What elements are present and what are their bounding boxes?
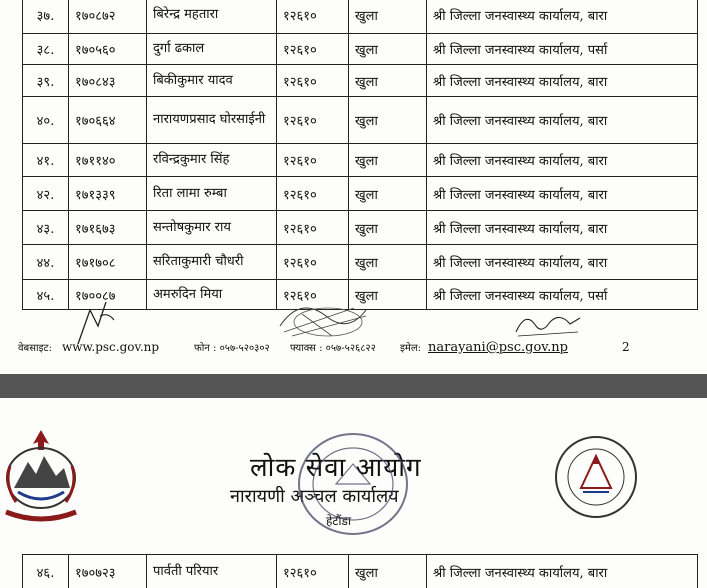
table-row (23, 0, 698, 34)
office-name: श्री जिल्ला जनस्वास्थ्य कार्यालय, बारा (427, 65, 698, 97)
group-name: खुला (349, 280, 427, 310)
office-name: श्री जिल्ला जनस्वास्थ्य कार्यालय, पर्सा (427, 280, 698, 310)
roll-number: १७१७०८ (69, 245, 147, 280)
exam-code: १२६१० (277, 211, 349, 245)
candidate-name: बिकीकुमार यादव (147, 65, 277, 97)
exam-code: १२६१० (277, 0, 349, 34)
exam-code: १२६१० (277, 65, 349, 97)
exam-code: १२६१० (277, 144, 349, 177)
candidate-name: सरिताकुमारी चौधरी (147, 245, 277, 280)
table-row (23, 245, 698, 280)
page-number: 2 (622, 340, 630, 354)
office-name: श्री जिल्ला जनस्वास्थ्य कार्यालय, बारा (427, 144, 698, 177)
candidate-name: अमरुदिन मिया (147, 280, 277, 310)
office-stamp-icon (288, 422, 418, 552)
signature-1 (72, 296, 142, 348)
letterhead (0, 398, 707, 554)
viewer-page-gap (0, 374, 707, 398)
exam-code: १२६१० (277, 34, 349, 65)
office-name: श्री जिल्ला जनस्वास्थ्य कार्यालय, बारा (427, 177, 698, 211)
serial-number: ४३. (23, 211, 69, 245)
office-name: श्री जिल्ला जनस्वास्थ्य कार्यालय, बारा (427, 97, 698, 144)
roll-number: १७०७२३ (69, 555, 147, 588)
candidate-name: रिता लामा रुम्बा (147, 177, 277, 211)
signature-3 (508, 304, 588, 342)
serial-number: ३८. (23, 34, 69, 65)
group-name: खुला (349, 144, 427, 177)
table-row (23, 211, 698, 245)
office-name: श्री जिल्ला जनस्वास्थ्य कार्यालय, पर्सा (427, 34, 698, 65)
group-name: खुला (349, 97, 427, 144)
serial-number: ४०. (23, 97, 69, 144)
email-link[interactable]: narayani@psc.gov.np (428, 340, 568, 355)
psc-logo-icon (553, 434, 639, 520)
letterhead-title: लोक सेवा आयोग (250, 453, 422, 483)
serial-number: ४२. (23, 177, 69, 211)
email-label: इमेल: (400, 343, 422, 354)
roll-number: १७०६६४ (69, 97, 147, 144)
roll-number: १७००८७ (69, 280, 147, 310)
group-name: खुला (349, 177, 427, 211)
exam-code: १२६१० (277, 177, 349, 211)
office-name: श्री जिल्ला जनस्वास्थ्य कार्यालय, बारा (427, 211, 698, 245)
website-label: वेबसाइट: (18, 343, 52, 354)
table-row (23, 177, 698, 211)
serial-number: ४५. (23, 280, 69, 310)
website-link[interactable]: www.psc.gov.np (62, 340, 160, 354)
table-row (23, 144, 698, 177)
group-name: खुला (349, 65, 427, 97)
group-name: खुला (349, 34, 427, 65)
group-name: खुला (349, 211, 427, 245)
roll-number: १७०८४३ (69, 65, 147, 97)
serial-number: ३९. (23, 65, 69, 97)
roll-number: १७०५६० (69, 34, 147, 65)
serial-number: ३७. (23, 0, 69, 34)
table-row (23, 34, 698, 65)
roll-number: १७११४० (69, 144, 147, 177)
fax-number: फ्याक्स : ०५७-५२६८२२ (290, 343, 376, 354)
candidate-name: पार्वती परियार (147, 555, 277, 588)
document-page-2 (0, 398, 707, 588)
table-row (23, 65, 698, 97)
serial-number: ४६. (23, 555, 69, 588)
group-name: खुला (349, 555, 427, 588)
group-name: खुला (349, 0, 427, 34)
roll-number: १७१६७३ (69, 211, 147, 245)
letterhead-subtitle: नारायणी अञ्चल कार्यालय (230, 486, 399, 507)
candidate-name: रविन्द्रकुमार सिंह (147, 144, 277, 177)
roll-number: १७०८७२ (69, 0, 147, 34)
serial-number: ४४. (23, 245, 69, 280)
exam-code: १२६१० (277, 280, 349, 310)
candidate-name: बिरेन्द्र महतारा (147, 0, 277, 34)
exam-code: १२६१० (277, 555, 349, 588)
office-name: श्री जिल्ला जनस्वास्थ्य कार्यालय, बारा (427, 245, 698, 280)
exam-code: १२६१० (277, 97, 349, 144)
phone-number: फोन : ०५७-५२०३०२ (194, 343, 270, 354)
candidate-name: दुर्गा ढकाल (147, 34, 277, 65)
exam-code: १२६१० (277, 245, 349, 280)
office-name: श्री जिल्ला जनस्वास्थ्य कार्यालय, बारा (427, 0, 698, 34)
nepal-emblem-icon (0, 426, 82, 526)
results-table-continued (22, 554, 698, 588)
table-row (23, 97, 698, 144)
table-row (23, 555, 698, 588)
results-table (22, 0, 698, 310)
office-name: श्री जिल्ला जनस्वास्थ्य कार्यालय, बारा (427, 555, 698, 588)
serial-number: ४१. (23, 144, 69, 177)
candidate-name: नारायणप्रसाद घोरसाईनी (147, 97, 277, 144)
group-name: खुला (349, 245, 427, 280)
letterhead-place: हेटौंडा (326, 514, 352, 528)
signature-2 (272, 296, 382, 342)
candidate-name: सन्तोषकुमार राय (147, 211, 277, 245)
roll-number: १७१३३९ (69, 177, 147, 211)
